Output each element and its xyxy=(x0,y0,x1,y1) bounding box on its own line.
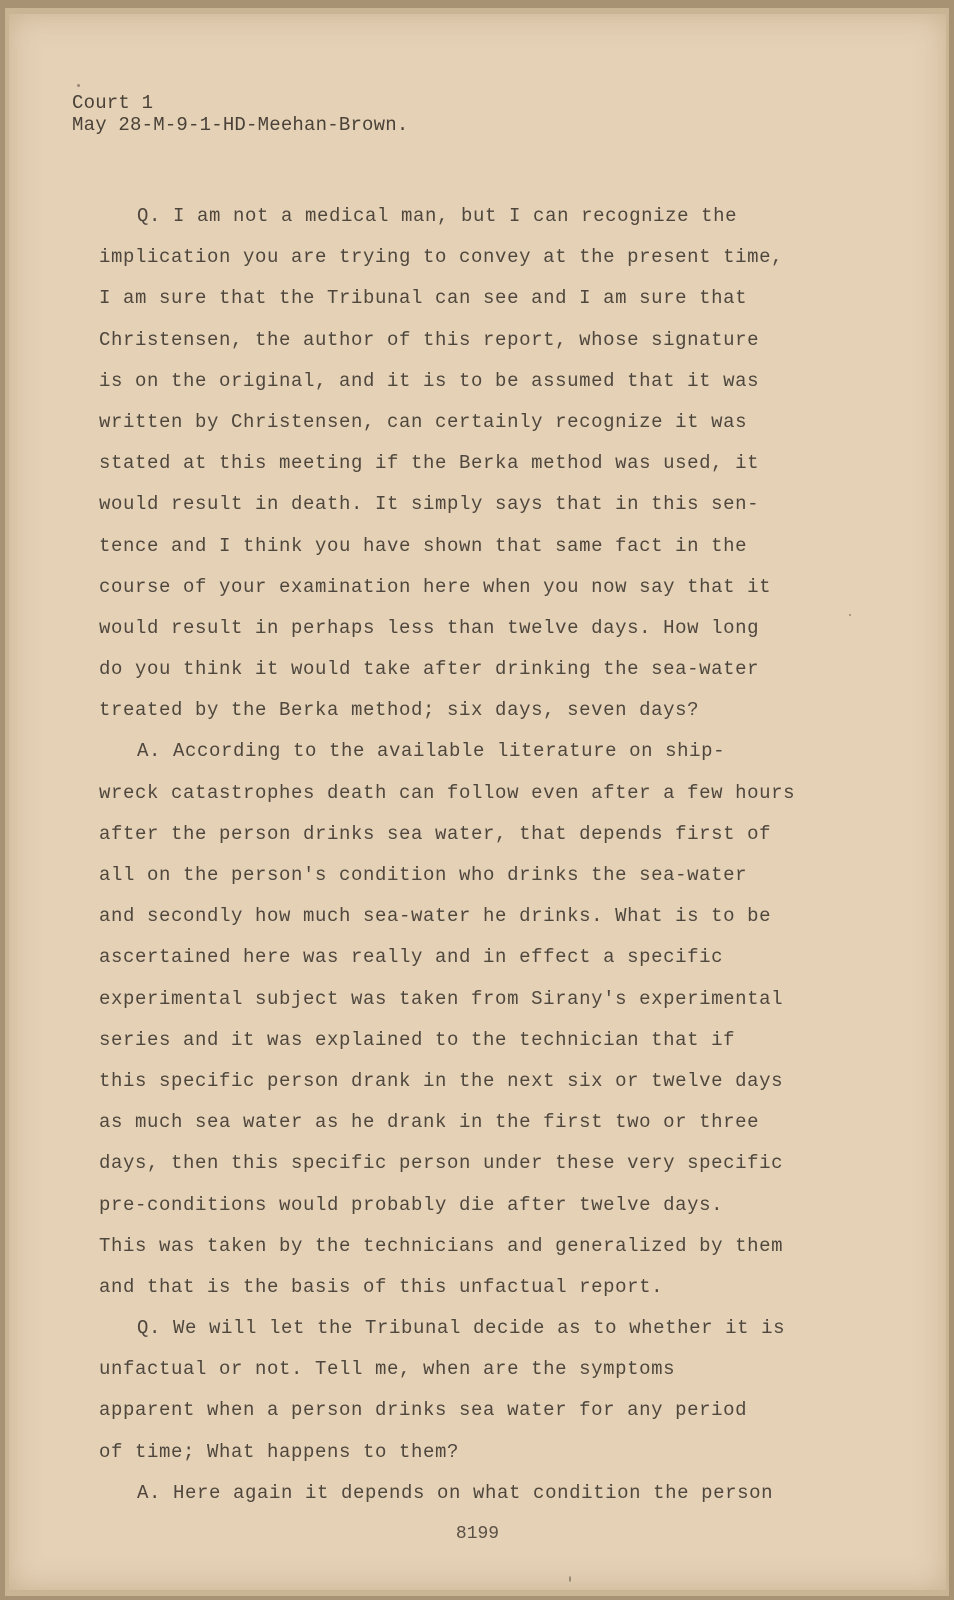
transcript-line: Q. We will let the Tribunal decide as to whether it is xyxy=(137,1317,786,1340)
transcript-line: ascertained here was really and in effect a specific xyxy=(99,946,724,969)
transcript-line: of time; What happens to them? xyxy=(99,1440,460,1463)
transcript-line: all on the person's condition who drinks the sea-water xyxy=(99,864,748,886)
transcript-line: I am sure that the Tribunal can see and I am sure that xyxy=(99,287,748,310)
court-label: Court 1 xyxy=(72,92,154,114)
transcript-line: wreck catastrophes death can follow even after a few hours xyxy=(99,781,796,804)
session-reference: May 28-M-9-1-HD-Meehan-Brown. xyxy=(72,114,409,136)
transcript-line: stated at this meeting if the Berka method was used, it xyxy=(99,452,760,475)
transcript-line: course of your examination here when you now say that it xyxy=(99,575,772,598)
transcript-line: tence and I think you have shown that same fact in the xyxy=(99,534,748,557)
transcript-line: This was taken by the technicians and generalized by them xyxy=(99,1234,784,1257)
transcript-line: is on the original, and it is to be assumed that it was xyxy=(99,369,760,392)
transcript-line: do you think it would take after drinking the sea-water xyxy=(99,658,760,681)
paper-speck xyxy=(569,1576,571,1582)
transcript-line: Christensen, the author of this report, whose signature xyxy=(99,328,760,351)
transcript-line: would result in death. It simply says that in this sen- xyxy=(99,493,760,516)
transcript-line: implication you are trying to convey at the present time, xyxy=(99,246,784,269)
transcript-line: and secondly how much sea-water he drinks. What is to be xyxy=(99,905,772,928)
page-number: 8199 xyxy=(455,1524,500,1544)
transcript-line: written by Christensen, can certainly recognize it was xyxy=(99,410,748,433)
transcript-line: and that is the basis of this unfactual report. xyxy=(99,1275,664,1298)
transcript-body xyxy=(99,196,919,1514)
document-header xyxy=(72,92,408,136)
transcript-line: as much sea water as he drank in the first two or three xyxy=(99,1111,760,1134)
transcript-line: treated by the Berka method; six days, seven days? xyxy=(99,699,700,722)
transcript-line: experimental subject was taken from Sirany's experimental xyxy=(99,987,784,1010)
transcript-line: unfactual or not. Tell me, when are the symptoms xyxy=(99,1358,676,1381)
paper-speck xyxy=(77,84,80,87)
transcript-line: A. Here again it depends on what condition the person xyxy=(137,1481,774,1504)
transcript-line: series and it was explained to the technician that if xyxy=(99,1028,736,1051)
transcript-line: pre-conditions would probably die after twelve days. xyxy=(99,1193,724,1216)
document-page xyxy=(9,14,946,1590)
transcript-line: A. According to the available literature on ship- xyxy=(137,740,726,763)
transcript-line: apparent when a person drinks sea water for any period xyxy=(99,1399,748,1422)
transcript-line: this specific person drank in the next six or twelve days xyxy=(99,1069,784,1092)
paper-speck xyxy=(849,614,851,616)
transcript-line: would result in perhaps less than twelve days. How long xyxy=(99,616,760,639)
transcript-line: after the person drinks sea water, that depends first of xyxy=(99,822,772,845)
transcript-line: days, then this specific person under these very specific xyxy=(99,1152,784,1175)
transcript-line: Q. I am not a medical man, but I can recognize the xyxy=(137,205,738,227)
